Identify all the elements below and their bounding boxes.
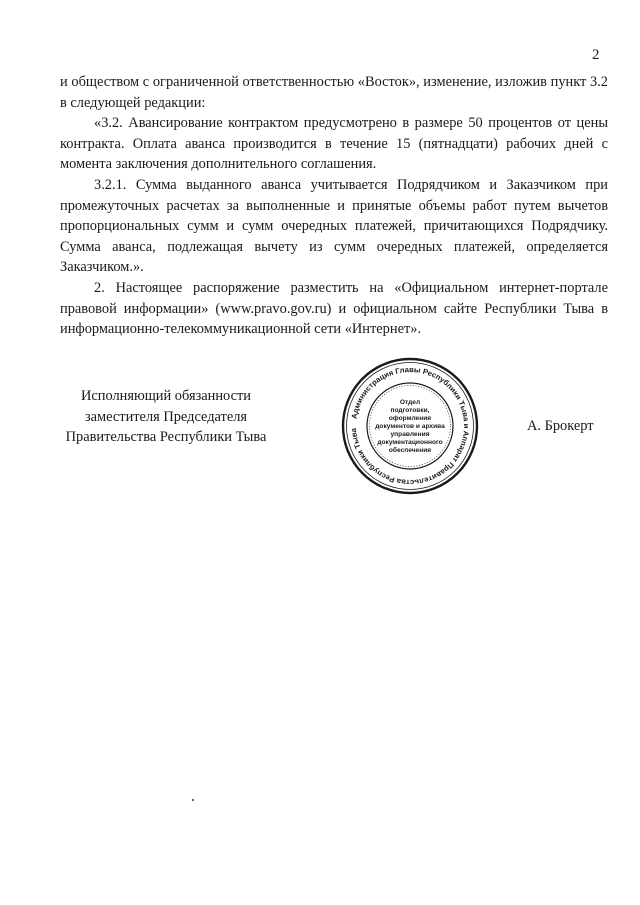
- paragraph-clause-3-2: «3.2. Авансирование контрактом предусмотрено в размере 50 процентов от цены контракта. Оплата аванса производится в течение 15 (пятнадцати) рабочих дней с момента заключения дополнительного соглашения.: [60, 115, 608, 173]
- document-body: [60, 72, 608, 340]
- paragraph-clause-3-2-1: 3.2.1. Сумма выданного аванса учитывается Подрядчиком и Заказчиком при промежуточных расчетах за выполненные и принятые объемы работ путем вычетов пропорциональных сумм и сумм очередных платежей, причитающихся Подрядчику. Сумма аванса, подлежащая вычету из сумм очередных платежей, определяется Заказчиком.».: [60, 176, 608, 276]
- seal-center-line: документационного: [377, 439, 443, 446]
- signatory-line: Исполняющий обязанности: [80, 388, 251, 404]
- paragraph-item-2: 2. Настоящее распоряжение разместить на «Официальном интернет-портале правовой информации» (www.pravo.gov.ru) и официальном сайте Республики Тыва в информационно-телекоммуникационной сети «Интернет».: [60, 279, 608, 338]
- seal-center-line: управления: [390, 431, 430, 438]
- paragraph-continuation: и обществом с ограниченной ответственностью «Восток», изменение, изложив пункт 3.2 в следующей редакции:: [60, 74, 608, 111]
- signatory-title: [52, 386, 280, 448]
- seal-ring-text: Администрация Главы Республики Тыва и Аппарат Правительства Республики Тыва: [349, 364, 472, 488]
- signatory-line: заместителя Председателя: [84, 408, 248, 425]
- page-number: 2: [592, 47, 600, 63]
- scan-artifact-dot: [192, 799, 194, 801]
- signature-name: А. Брокерт: [527, 418, 594, 434]
- seal-center-line: подготовки,: [390, 407, 430, 414]
- seal-center-line: Отдел: [399, 399, 421, 406]
- seal-center-line: обеспечения: [388, 447, 432, 454]
- official-seal: [340, 356, 480, 496]
- seal-center-line: документов и архива: [375, 423, 445, 430]
- signatory-line: Правительства Республики Тыва: [65, 429, 267, 446]
- seal-center-line: оформления: [388, 415, 432, 422]
